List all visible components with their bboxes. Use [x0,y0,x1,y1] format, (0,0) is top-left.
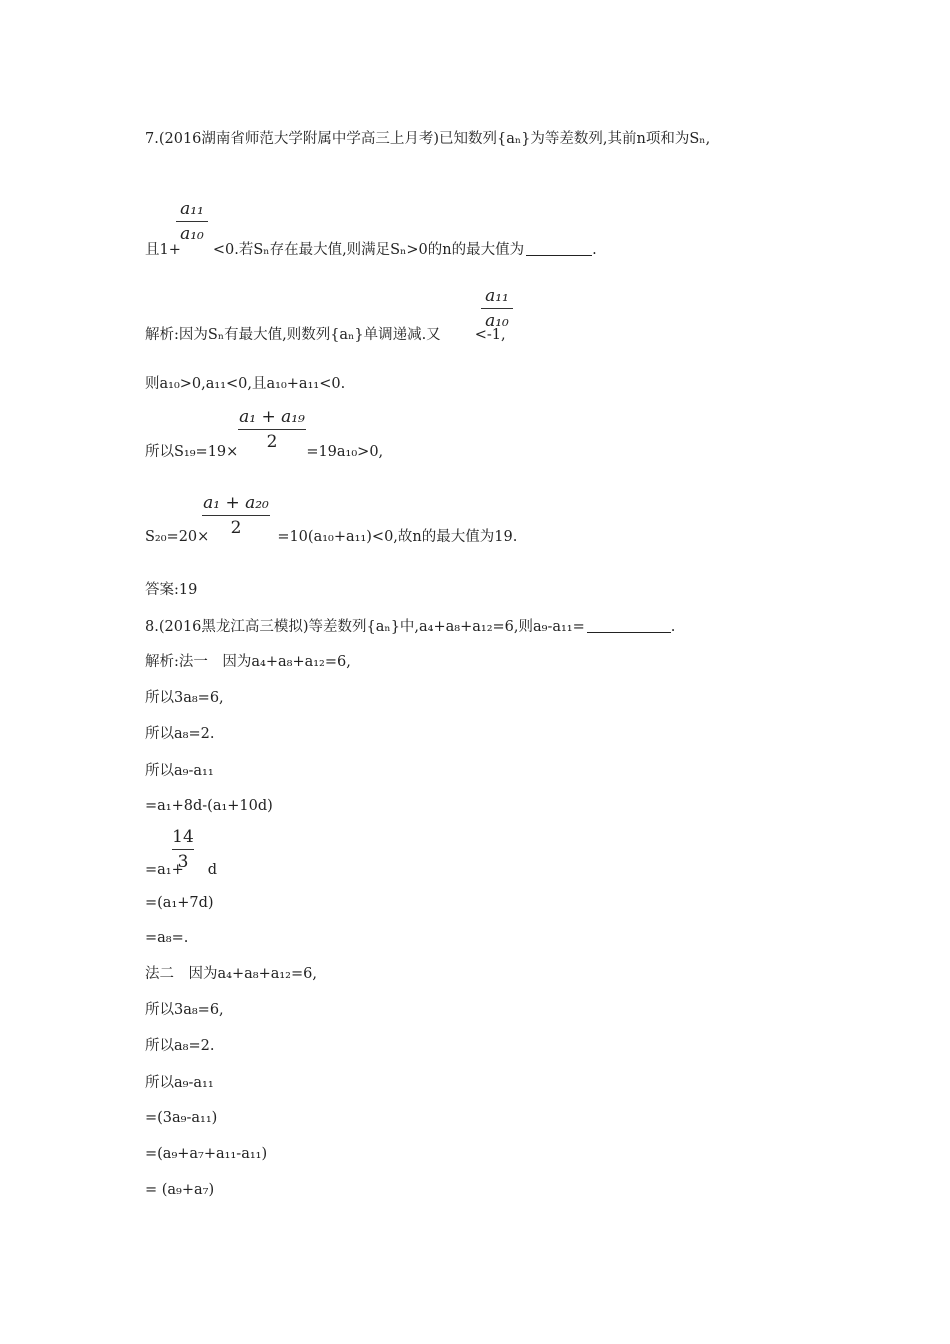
q8-stem [145,617,675,637]
q7-solution4-prefix: S₂₀=20× [145,529,210,545]
q8-method1-line5: =a₁+8d-(a₁+10d) [145,798,273,814]
q7-solution-line4 [145,527,517,547]
q7-solution-line2: 则a₁₀>0,a₁₁<0,且a₁₀+a₁₁<0. [145,376,346,392]
fraction-numerator: a₁₁ [485,286,509,306]
q8-method1-line8: =a₈=. [145,930,189,946]
q7-stem-line2 [145,240,597,260]
q8-method1-line3: 所以a₈=2. [145,726,215,742]
q8-method2-line1: 法二 因为a₄+a₈+a₁₂=6, [145,966,317,982]
q8-method1-line2: 所以3a₈=6, [145,690,224,706]
q7-solution3-suffix: =19a₁₀>0, [306,444,384,460]
q7-stem-prefix: 且1+ [145,242,181,258]
fraction-denominator: 2 [230,518,242,538]
fraction-bar [176,221,208,222]
fraction-denominator: 3 [177,852,189,872]
fraction-a11-over-a10 [176,198,208,245]
q8-line6-suffix: d [207,862,218,878]
fraction-denominator: a₁₀ [180,224,204,244]
q8-method2-line4: 所以a₉-a₁₁ [145,1075,214,1091]
q7-solution-prefix: 解析:因为Sₙ有最大值,则数列{aₙ}单调递减.又 [145,327,441,343]
q7-solution-line1 [145,325,506,345]
q7-stem-suffix: <0.若Sₙ存在最大值,则满足Sₙ>0的n的最大值为 [212,242,525,258]
q8-method2-line6: =(a₉+a₇+a₁₁-a₁₁) [145,1146,268,1162]
q7-stem-period: . [592,242,597,258]
fraction-numerator: 14 [172,827,194,847]
fraction-numerator: a₁ + a₁₉ [239,407,305,427]
q8-method1-line4: 所以a₉-a₁₁ [145,763,214,779]
q7-stem-line1: 7.(2016湖南省师范大学附属中学高三上月考)已知数列{aₙ}为等差数列,其前n项和为Sₙ, [145,131,711,147]
fraction-bar [172,849,194,850]
q8-method1-line6 [145,860,217,880]
q7-solution3-prefix: 所以S₁₉=19× [145,444,239,460]
q8-line6-prefix: =a₁+ [145,862,184,878]
fraction-numerator: a₁₁ [180,199,204,219]
q7-solution4-suffix: =10(a₁₀+a₁₁)<0,故n的最大值为19. [277,529,518,545]
fraction-bar [238,429,306,430]
q7-solution-suffix: <-1, [474,327,506,343]
q8-stem-period: . [670,619,676,635]
q8-stem-text: 8.(2016黑龙江高三模拟)等差数列{aₙ}中,a₄+a₈+a₁₂=6,则a₉-a₁₁= [145,619,585,635]
q7-answer: 答案:19 [145,582,198,598]
fraction-bar [481,308,513,309]
q8-method2-line7: = (a₉+a₇) [145,1182,215,1198]
q8-method1-line7: =(a₁+7d) [145,895,214,911]
fraction-denominator: a₁₀ [485,311,509,331]
q8-method2-line2: 所以3a₈=6, [145,1002,224,1018]
fraction-denominator: 2 [266,432,278,452]
fraction-bar [202,515,270,516]
q7-solution-line3 [145,442,383,462]
q8-method1-line1: 解析:法一 因为a₄+a₈+a₁₂=6, [145,654,351,670]
fraction-numerator: a₁ + a₂₀ [203,493,269,513]
answer-blank [587,618,671,633]
q8-method2-line3: 所以a₈=2. [145,1038,215,1054]
q8-method2-line5: =(3a₉-a₁₁) [145,1110,218,1126]
answer-blank [526,241,592,256]
